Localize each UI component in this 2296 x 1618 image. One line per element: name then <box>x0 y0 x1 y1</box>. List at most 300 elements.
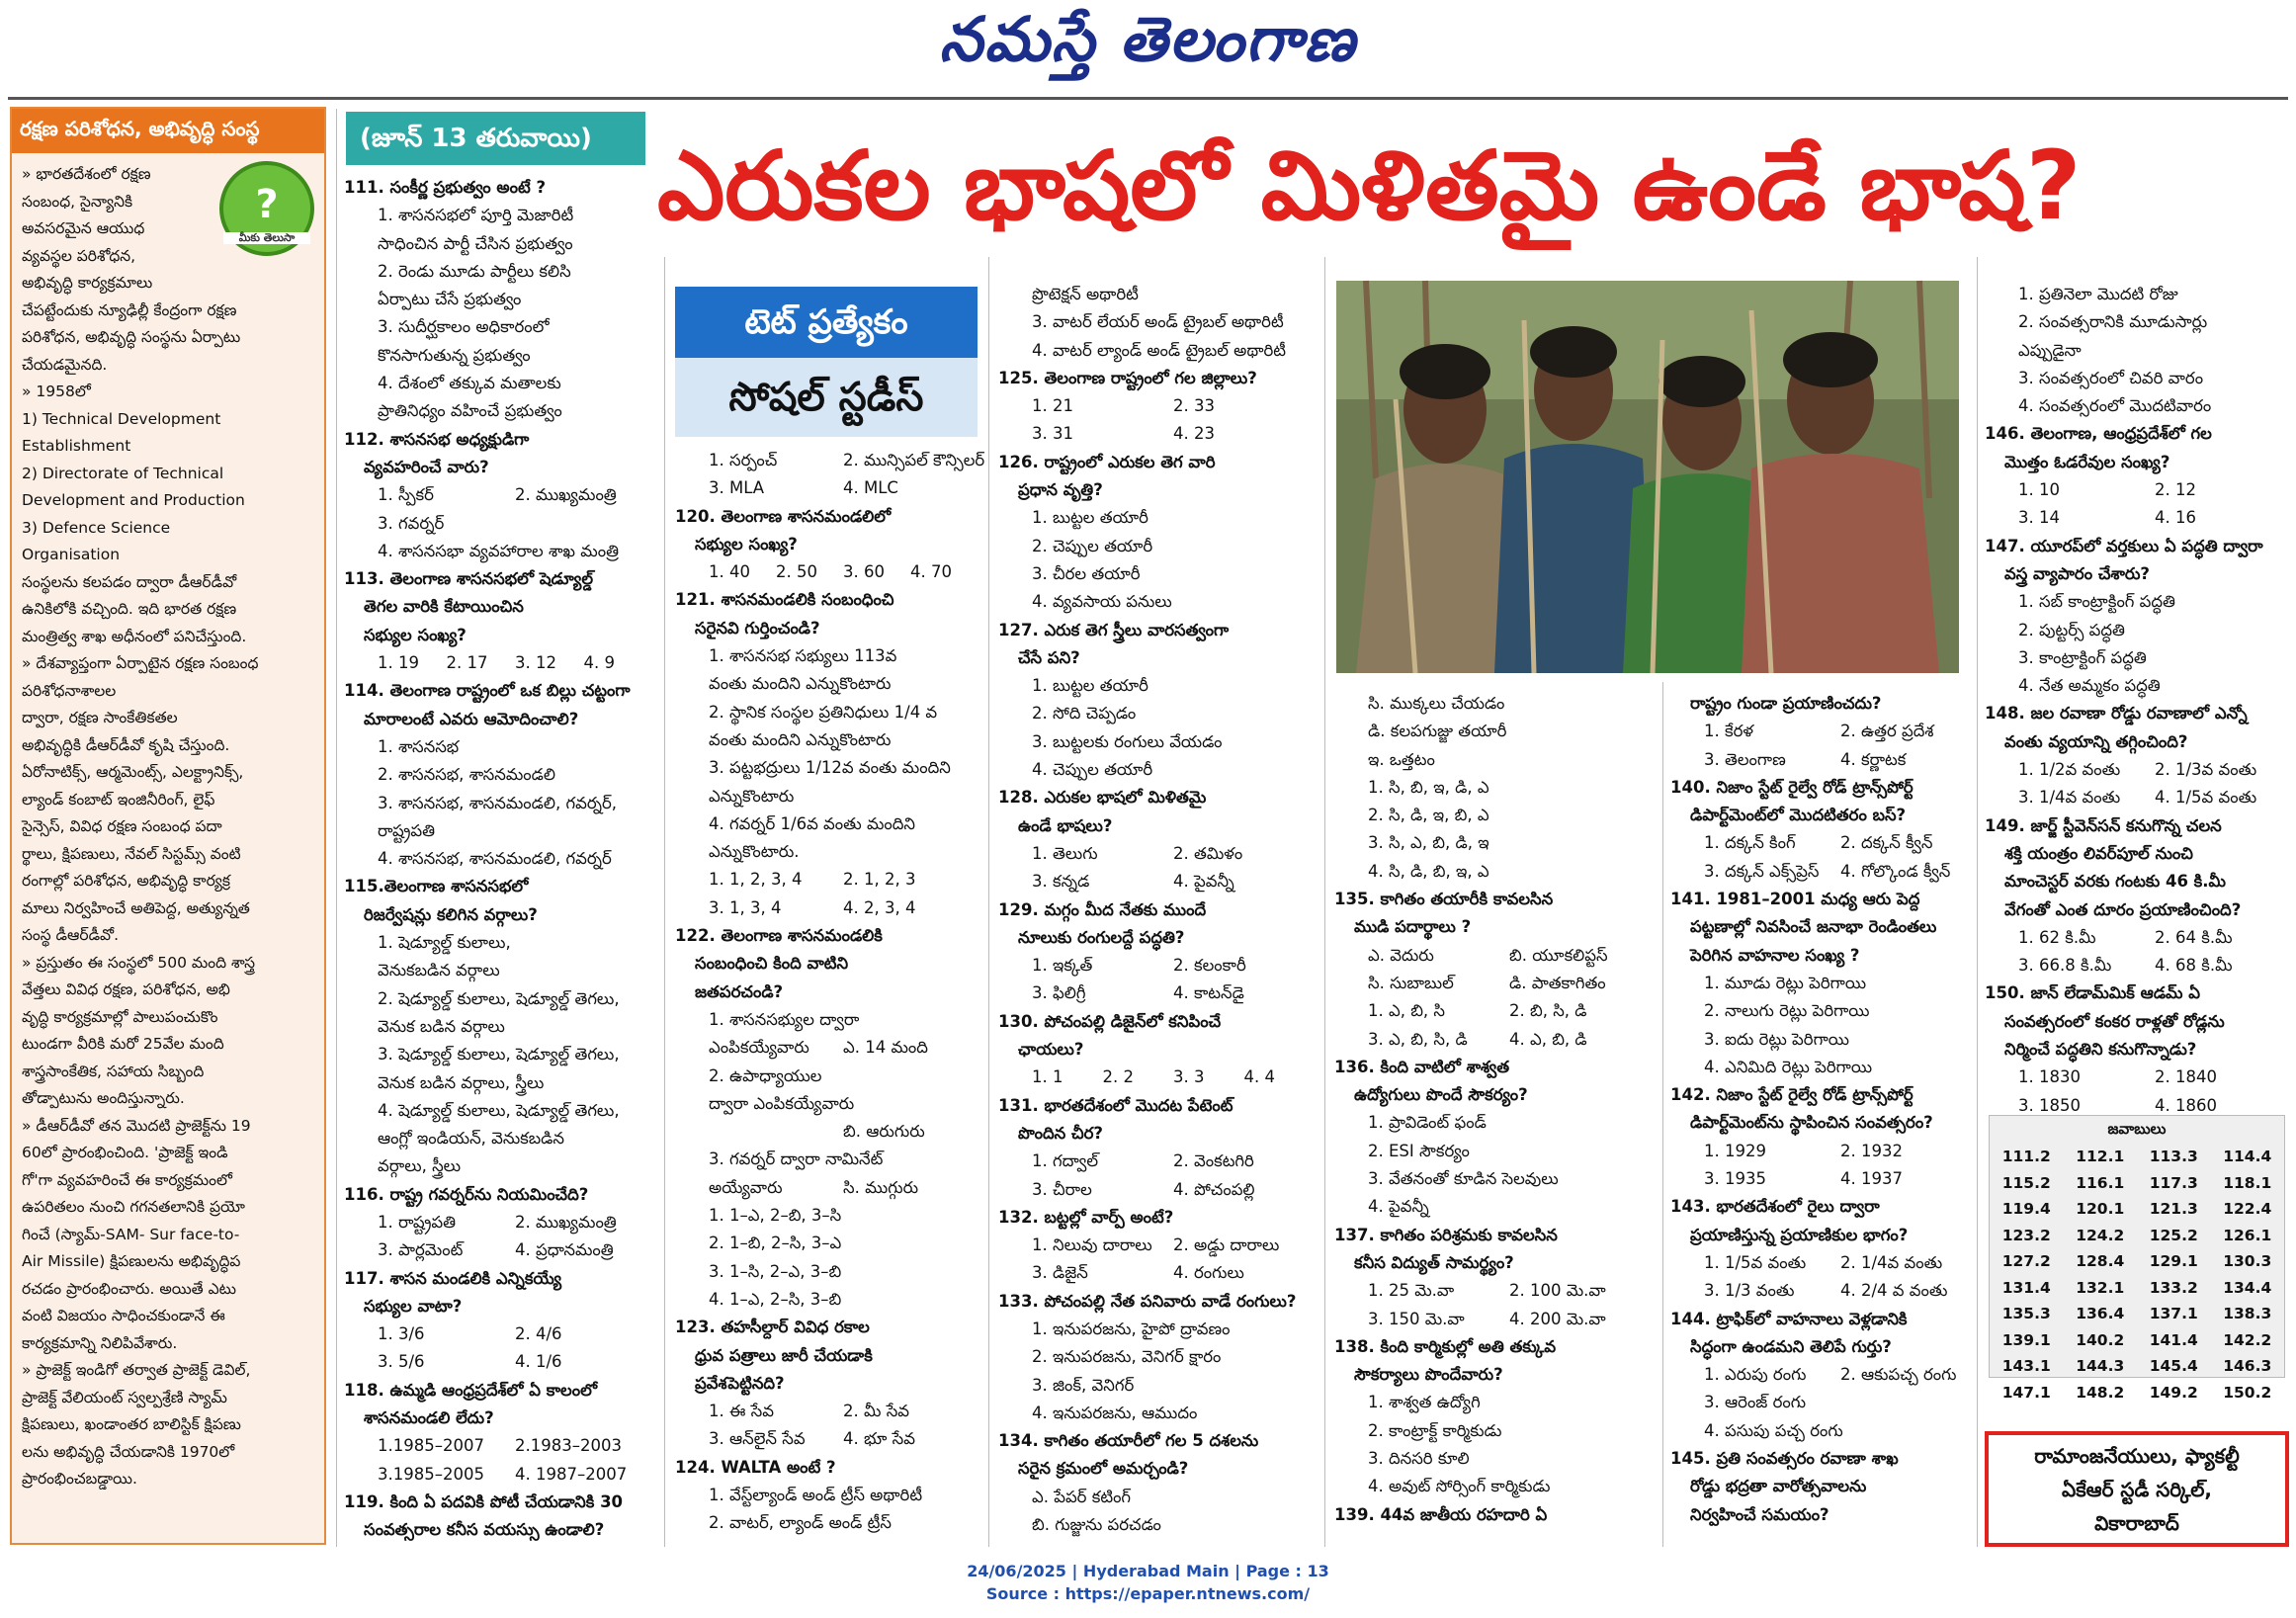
sidebar-line: ల్యాండ్ కంబాట్ ఇంజినీరింగ్, లైఫ్ <box>22 790 215 809</box>
option-item: 1. రాష్ట్రపతి <box>378 1212 457 1232</box>
option-line: 1. షెడ్యూల్డ్ కులాలు, <box>378 933 511 953</box>
option-item: 2. మున్సిపల్ కౌన్సిలర్ <box>843 451 985 469</box>
info-sidebar <box>10 107 326 1545</box>
answer-cell: 139.1 <box>2001 1330 2051 1349</box>
sidebar-line: 2) Directorate of Technical <box>22 464 224 482</box>
option-line: 3. పట్టభద్రులు 1/12వ వంతు మందిని <box>709 758 951 778</box>
continuation-tag: (జూన్ 13 తరువాయి) <box>346 112 645 165</box>
option-line: 3. చీరల తయారీ <box>1032 563 1141 583</box>
sidebar-line: ఉనికిలోకి వచ్చింది. ఇది భారత రక్షణ <box>22 600 237 618</box>
option-line: 1. సబ్ కాంట్రాక్టింగ్ పద్ధతి <box>2018 592 2175 612</box>
option-item: 2. అడ్డు దారాలు <box>1173 1235 1280 1255</box>
option-line: 1. సి, బి, ఇ, డి, ఎ <box>1368 777 1489 797</box>
question-line: 122. తెలంగాణ శాసనమండలికి <box>675 926 883 946</box>
option-line: 2. స్థానిక సంస్థల ప్రతినిధులు 1/4 వ <box>709 702 938 722</box>
questions-column-2 <box>675 447 985 1548</box>
sidebar-line: Development and Production <box>22 491 245 509</box>
option-line: 1. ప్రతినెలా మొదటి రోజు <box>2018 285 2178 303</box>
option-pair <box>675 894 978 922</box>
option-item: 4. 68 కి.మీ <box>2155 956 2233 976</box>
answer-cell: 150.2 <box>2223 1383 2272 1402</box>
option-pair <box>1334 997 1651 1025</box>
option-line: 2. వాటర్, ల్యాండ్ అండ్ ట్రీస్ <box>709 1513 892 1533</box>
option-item: 4. రంగులు <box>1173 1263 1244 1283</box>
option-line: 4. చెప్పుల తయారీ <box>1032 760 1153 780</box>
option-item: 2. 64 కి.మీ <box>2155 927 2233 947</box>
question-line: సౌకర్యాలు పొందేవారు? <box>1354 1365 1503 1385</box>
option-item: 4. 4 <box>1243 1067 1275 1087</box>
option-line: 4. పసుపు పచ్చ రంగు <box>1704 1420 1843 1440</box>
tet-title: టెట్ ప్రత్యేకం <box>675 287 978 358</box>
sidebar-line: క్షిపణులు, ఖండాంతర బాలిస్టిక్ క్షిపణు <box>22 1415 241 1433</box>
sidebar-line: Air Missile) క్షిపణులను అభివృద్ధిప <box>22 1252 241 1270</box>
sidebar-line: కార్యక్రమాన్ని నిలిపివేశారు. <box>22 1333 178 1352</box>
question-line: ప్రధాన వృత్తి? <box>1018 480 1103 500</box>
option-item: 1. 1 <box>1032 1067 1063 1087</box>
option-pair <box>998 392 1315 420</box>
option-line: 1. ఇనుపరజను, హైపో ద్రావణం <box>1032 1319 1231 1338</box>
option-item: 3. 3 <box>1173 1067 1205 1087</box>
answer-cell: 111.2 <box>2001 1148 2051 1166</box>
option-line: 1. బుట్టల తయారీ <box>1032 676 1148 696</box>
option-item: 4. ఎ, బి, డి <box>1509 1029 1587 1049</box>
sidebar-line: ఉపరితలం నుంచి గగనతలానికి ప్రయో <box>22 1198 245 1216</box>
question-line: ముడి పదార్థాలు ? <box>1354 917 1472 937</box>
answer-cell: 116.1 <box>2076 1173 2125 1192</box>
option-item: 1. 62 కి.మీ <box>2018 927 2096 947</box>
tet-special-box <box>675 287 978 437</box>
sidebar-title: రక్షణ పరిశోధన, అభివృద్ధి సంస్థ <box>12 109 324 153</box>
questions-column-3 <box>998 281 1315 1548</box>
option-line: 4. 1–ఎ, 2–సి, 3–బి <box>709 1289 842 1309</box>
option-pair <box>1985 756 2291 784</box>
option-item: 3. డిజైన్ <box>1032 1263 1088 1283</box>
sidebar-line: పరిశోధన, అభివృద్ధి సంస్థను ఏర్పాటు <box>22 328 241 346</box>
option-line: 2. శాసనసభ, శాసనమండలి <box>378 765 555 785</box>
option-pair <box>1985 1064 2291 1091</box>
option-item: 1. 10 <box>2018 480 2060 500</box>
question-line: 139. 44వ జాతీయ రహదారి ఏ <box>1334 1504 1548 1524</box>
author-line-3: వికారాబాద్ <box>2094 1511 2179 1535</box>
option-line: 1. బుట్టల తయారీ <box>1032 508 1148 528</box>
sidebar-line: వంటి విజయం సాధించకుండానే ఈ <box>22 1307 225 1324</box>
option-line: ఎ. పేపర్ కటింగ్ <box>1032 1487 1132 1506</box>
question-line: 117. శాసన మండలికి ఎన్నికయ్యే <box>344 1268 562 1288</box>
question-line: 114. తెలంగాణ రాష్ట్రంలో ఒక బిల్లు చట్టంగా <box>344 681 631 701</box>
option-line: 2. చెప్పుల తయారీ <box>1032 536 1153 555</box>
answer-cell: 142.2 <box>2223 1330 2272 1349</box>
question-line: చేసే పని? <box>1018 647 1080 667</box>
question-line: 147. యూరప్‌లో వర్తకులు ఏ పద్ధతి ద్వారా <box>1985 536 2263 555</box>
answer-cell: 147.1 <box>2001 1383 2051 1402</box>
badge-label: మీకు తెలుసా <box>223 232 310 244</box>
question-line: 145. ప్రతి సంవత్సరం రవాణా శాఖ <box>1670 1449 1899 1469</box>
question-line: మొత్తం ఓడరేవుల సంఖ్య? <box>2004 452 2170 471</box>
tet-subject: సోషల్ స్టడీస్ <box>675 358 978 437</box>
answer-row <box>1990 1275 2284 1302</box>
option-line: 4. శాసనసభ, శాసనమండలి, గవర్నర్ <box>378 849 612 869</box>
sidebar-line: ప్రారంభించబడ్డాయి. <box>22 1470 137 1488</box>
answer-cell: 131.4 <box>2001 1278 2051 1297</box>
question-line: 124. WALTA అంటే ? <box>675 1457 836 1477</box>
answer-cell: 149.2 <box>2149 1383 2198 1402</box>
badge-mark: ? <box>255 182 279 227</box>
option-item: 1. 21 <box>1032 396 1073 416</box>
option-item: 4. 1/6 <box>515 1352 562 1372</box>
sidebar-line: వేత్తలు వివిధ రక్షణ, పరిశోధన, అభి <box>22 980 230 998</box>
answer-cell: 124.2 <box>2076 1226 2125 1244</box>
sidebar-line: » ప్రస్తుతం ఈ సంస్థలో 500 మంది శాస్త్ర <box>22 953 256 972</box>
questions-column-1 <box>344 174 652 1548</box>
question-line: 134. కాగితం తయారీలో గల 5 దశలను <box>998 1431 1259 1451</box>
question-line: మాంచెస్టర్ వరకు గంటకు 46 కి.మీ <box>2004 872 2227 892</box>
sidebar-line: Establishment <box>22 437 131 455</box>
option-line: 2. నాలుగు రెట్లు పెరిగాయి <box>1704 1001 1870 1021</box>
option-line: 2. సంవత్సరానికి మూడుసార్లు <box>2018 312 2208 332</box>
option-line: 1. మూడు రెట్లు పెరిగాయి <box>1704 973 1867 992</box>
option-line: 3. 1–సి, 2–ఎ, 3–బి <box>709 1261 842 1281</box>
option-pair <box>998 979 1315 1007</box>
sidebar-line: » భారతదేశంలో రక్షణ <box>22 165 151 183</box>
question-line: 125. తెలంగాణ రాష్ట్రంలో గల జిల్లాలు? <box>998 368 1257 387</box>
question-line: 142. నిజాం స్టేట్ రైల్వే రోడ్ ట్రాన్స్‌పోర్ట్ <box>1670 1085 1913 1105</box>
option-item: 1. దక్కన్ కింగ్ <box>1704 833 1796 853</box>
sidebar-body <box>12 153 324 1501</box>
sidebar-line: 1) Technical Development <box>22 409 221 428</box>
question-line: సరైనవి గుర్తించండి? <box>695 618 820 638</box>
answer-row <box>1990 1144 2284 1170</box>
question-line: పట్టణాల్లో నివసించే జనాభా రెండింతలు <box>1690 917 1937 937</box>
option-line: వెనుక బడిన వర్గాలు, స్త్రీలు <box>378 1072 545 1092</box>
option-item: 2. 2 <box>1102 1067 1134 1087</box>
top-rule <box>8 97 2288 100</box>
option-line: 4. వ్యవసాయ పనులు <box>1032 592 1172 612</box>
option-line: ప్రొటెక్షన్ అథారిటీ <box>1032 285 1139 303</box>
question-line: మారాలంటే ఎవరు ఆమోదించాలి? <box>364 709 579 728</box>
question-line: 121. శాసనమండలికి సంబంధించి <box>675 590 894 610</box>
option-line: ఎన్నుకొంటారు <box>709 786 795 806</box>
option-item: 3. 66.8 కి.మీ <box>2018 956 2112 976</box>
option-item: 3. 150 మె.వా <box>1368 1309 1465 1328</box>
option-item: 2. ముఖ్యమంత్రి <box>515 485 617 505</box>
answer-key-title: జవాబులు <box>2107 1120 2167 1138</box>
sidebar-line: » 1958లో <box>22 383 91 400</box>
option-line: వంతు మందిని ఎన్నుకొంటారు <box>709 729 892 749</box>
option-item: 3. ఫిలిగ్రీ <box>1032 983 1086 1003</box>
option-line: 2. 1–బి, 2–సి, 3–ఎ <box>709 1234 842 1253</box>
question-line: 120. తెలంగాణ శాసనమండలిలో <box>675 506 892 526</box>
option-pair <box>1985 784 2291 811</box>
option-line: 4. సంవత్సరంలో మొదటివారం <box>2018 396 2212 416</box>
sidebar-line: మాలు నిర్వహించే అతిపెద్ద, అత్యున్నత <box>22 898 250 917</box>
option-pair <box>1670 858 1977 886</box>
sidebar-line: గించే (స్యామ్-SAM- Sur face-to- <box>22 1225 240 1243</box>
option-item: 4. పోచంపల్లి <box>1173 1179 1255 1199</box>
sidebar-line: ర్థాలు, క్షిపణులు, నేవల్ సిస్టమ్స్ వంటి <box>22 844 241 863</box>
option-line: డి. కలపగుజ్జు తయారీ <box>1368 722 1507 741</box>
option-line: బి. గుజ్జును పరచడం <box>1032 1515 1161 1535</box>
answer-cell: 118.1 <box>2223 1173 2272 1192</box>
question-line: 130. పోచంపల్లి డిజైన్‌లో కనిపించే <box>998 1011 1222 1031</box>
column-divider <box>1662 682 1663 1547</box>
sidebar-line: సంస్థ డీఆర్‌డీవో. <box>22 926 120 944</box>
option-item: 4. ప్రధానమంత్రి <box>515 1240 614 1260</box>
option-item: 4. గోల్కొండ క్వీన్ <box>1840 861 1951 881</box>
question-line: 112. శాసనసభ అధ్యక్షుడిగా <box>344 429 530 449</box>
questions-column-6 <box>1985 281 2291 1115</box>
option-line: 3. జింక్, వెనిగర్ <box>1032 1375 1135 1395</box>
option-line: 4. గవర్నర్ 1/6వ వంతు మందిని <box>709 813 916 833</box>
option-item: 1. ఇక్కత్ <box>1032 956 1093 976</box>
question-line: సంబంధించి కింది వాటిని <box>695 954 849 974</box>
option-item: 1. నిలువు దారాలు <box>1032 1235 1152 1255</box>
question-line: పెరిగిన వాహనాల సంఖ్య ? <box>1690 945 1860 965</box>
option-line: 4. ఎనిమిది రెట్లు పెరిగాయి <box>1704 1057 1873 1076</box>
option-pair <box>1334 1277 1651 1305</box>
column-divider <box>988 257 989 1547</box>
option-line: 3. సి, ఎ, బి, డి, ఇ <box>1368 833 1489 853</box>
question-line: 127. ఎరుక తెగ స్త్రీలు వారసత్వంగా <box>998 620 1230 639</box>
option-pair <box>344 1236 652 1264</box>
option-line: వర్గాలు, స్త్రీలు <box>378 1156 462 1176</box>
option-item: 4. కర్ణాటక <box>1840 749 1907 769</box>
question-line: 146. తెలంగాణ, ఆంధ్రప్రదేశ్‌లో గల <box>1985 424 2212 444</box>
sidebar-line: ఏరోనాటిక్స్, ఆర్మమెంట్స్, ఎలక్ట్రానిక్స్, <box>22 763 244 781</box>
option-item: 3. 31 <box>1032 424 1073 444</box>
option-item: 2. 12 <box>2155 480 2196 500</box>
answer-cell: 125.2 <box>2149 1226 2198 1244</box>
tribal-women-photo <box>1336 281 1959 673</box>
option-line: 1. 1–ఎ, 2–బి, 3–సి <box>709 1206 842 1226</box>
question-line: 137. కాగితం పరిశ్రమకు కావలసిన <box>1334 1225 1558 1244</box>
option-item: 4. కాటన్‌డై <box>1173 983 1244 1003</box>
answer-cell: 120.1 <box>2076 1200 2125 1219</box>
answer-row <box>1990 1353 2284 1380</box>
option-item: 1. కేరళ <box>1704 722 1754 741</box>
option-row <box>998 1064 1315 1091</box>
answer-cell: 117.3 <box>2149 1173 2198 1192</box>
option-line: 3. సంవత్సరంలో చివరి వారం <box>2018 368 2204 387</box>
question-line: 140. నిజాం స్టేట్ రైల్వే రోడ్ ట్రాన్స్‌పోర్ట్ <box>1670 777 1913 797</box>
option-line: 2. రెండు మూడు పార్టీలు కలిసి <box>378 261 571 281</box>
author-line-2: ఏకేఆర్ స్టడీ సర్కిల్, <box>2061 1478 2213 1501</box>
answer-cell: 132.1 <box>2076 1278 2125 1297</box>
option-line: 1. శాసనసభ్యుల ద్వారా <box>709 1009 860 1029</box>
question-line: జతపరచండి? <box>695 981 784 1001</box>
option-item: ఎంపికయ్యేవారు <box>709 1038 809 1058</box>
option-line: 2. కాంట్రాక్ట్ కార్మికుడు <box>1368 1420 1502 1440</box>
question-line: సిద్ధంగా ఉండమని తెలిపే గుర్తు? <box>1690 1336 1892 1356</box>
option-line: 4. ఇనుపరజను, ఆముదం <box>1032 1403 1198 1422</box>
option-line: వెనుకబడిన వర్గాలు <box>378 961 500 980</box>
option-pair <box>1985 924 2291 952</box>
question-line: వేగంతో ఎంత దూరం ప్రయాణించింది? <box>2004 899 2242 919</box>
option-item: 4. 9 <box>583 653 615 673</box>
option-line: 2. ఉపాధ్యాయుల <box>709 1065 822 1085</box>
sidebar-line: గో'గా వ్యవహరించే ఈ కార్యక్రమంలో <box>22 1170 232 1189</box>
option-item: 1. స్పీకర్ <box>378 485 434 505</box>
option-item: 2. ముఖ్యమంత్రి <box>515 1212 617 1232</box>
sidebar-line: చేయడమైనది. <box>22 355 108 374</box>
option-pair <box>998 420 1315 448</box>
answer-cell: 122.4 <box>2223 1200 2272 1219</box>
question-line: 129. మగ్గం మీద నేతకు ముందే <box>998 899 1207 919</box>
option-line: ఇ. ఒత్తటం <box>1368 749 1435 769</box>
question-line: వస్త్ర వ్యాపారం చేశారు? <box>2004 563 2150 583</box>
questions-column-4 <box>1334 690 1651 1548</box>
question-line: సభ్యుల సంఖ్య? <box>695 534 798 554</box>
option-line: 3. వేతనంతో కూడిన సెలవులు <box>1368 1169 1559 1189</box>
question-line: 128. ఎరుకల భాషలో మిళితమై <box>998 788 1207 808</box>
option-pair <box>1670 1249 1977 1277</box>
answer-cell: 115.2 <box>2001 1173 2051 1192</box>
option-pair <box>1985 952 2291 979</box>
headline: ఎరుకల భాషలో మిళితమై ఉండే భాష? <box>657 130 2082 241</box>
option-line: 3. షెడ్యూల్డ్ కులాలు, షెడ్యూల్డ్ తెగలు, <box>378 1045 620 1064</box>
option-item: 3. 1, 3, 4 <box>709 897 782 917</box>
option-pair <box>344 481 652 509</box>
newspaper-logo: నమస్తే తెలంగాణ <box>939 3 1357 75</box>
sidebar-line: వ్యవస్థల పరిశోధన, <box>22 246 136 265</box>
answer-row <box>1990 1223 2284 1249</box>
option-item: 1. 1/5వ వంతు <box>1704 1252 1807 1272</box>
question-line: ఛాయలు? <box>1018 1040 1084 1060</box>
option-pair <box>675 447 985 474</box>
option-item: 2. వెంకటగిరి <box>1173 1151 1254 1171</box>
option-pair <box>1670 1277 1977 1305</box>
option-pair <box>675 866 978 894</box>
option-item: 2. 1/3వ వంతు <box>2155 760 2257 780</box>
option-pair <box>998 868 1315 895</box>
option-item: 4. 2, 3, 4 <box>843 897 916 917</box>
option-item: ఎ. 14 మంది <box>843 1038 928 1058</box>
option-item: 4. 2/4 వ వంతు <box>1840 1281 1948 1301</box>
option-item: 1. 1/2వ వంతు <box>2018 760 2121 780</box>
question-line: 138. కింది కార్మికుల్లో అతి తక్కువ <box>1334 1336 1557 1356</box>
option-item: 3. 60 <box>843 562 885 582</box>
questions-column-5 <box>1670 690 1977 1548</box>
option-line: వంతు మందిని ఎన్నుకొంటారు <box>709 674 892 694</box>
option-item: 2. 1840 <box>2155 1067 2217 1087</box>
option-item: 3. 12 <box>515 653 556 673</box>
question-badge-icon <box>219 161 314 256</box>
option-item: 4. 1987–2007 <box>515 1464 628 1484</box>
column-divider <box>1324 257 1325 1547</box>
question-line: వంతు వ్యయాన్ని తగ్గించింది? <box>2004 731 2188 751</box>
question-line: రాష్ట్రం గుండా ప్రయాణించదు? <box>1690 694 1882 713</box>
answer-cell: 140.2 <box>2076 1330 2125 1349</box>
option-line: 4. సి, డి, బి, ఇ, ఎ <box>1368 861 1489 881</box>
option-item: 3. ఎ, బి, సి, డి <box>1368 1029 1468 1049</box>
sidebar-line: సంబంధ, సైన్యానికి <box>22 192 133 211</box>
option-pair <box>1985 476 2291 504</box>
option-item: సి. సుబాబుల్ <box>1368 973 1454 992</box>
option-pair <box>1670 829 1977 857</box>
option-pair <box>675 1425 978 1453</box>
option-line: 1. శాసనసభ సభ్యులు 113వ <box>709 646 897 666</box>
option-item: 2. 50 <box>776 562 817 582</box>
sidebar-line: లను అభివృద్ధి చేయడానికి 1970లో <box>22 1442 235 1461</box>
option-line: 4. నేత అమ్మకం పద్ధతి <box>2018 676 2161 696</box>
option-line: ఎప్పుడైనా <box>2018 340 2082 360</box>
footer-dateline: 24/06/2025 | Hyderabad Main | Page : 13 <box>967 1562 1329 1580</box>
question-line: సంవత్సరంలో కంకర రాళ్లతో రోడ్లను <box>2004 1011 2225 1031</box>
option-item: 2. కలంకారీ <box>1173 956 1246 976</box>
question-line: 136. కింది వాటిలో శాశ్వత <box>1334 1057 1510 1076</box>
sidebar-line: » ప్రాజెక్ట్ ఇండిగో తర్వాత ప్రాజెక్ట్ డెవిల్, <box>22 1361 251 1379</box>
option-item: బి. యూకలిప్టస్ <box>1509 945 1608 965</box>
question-line: ప్రయాణిస్తున్న ప్రయాణికుల భాగం? <box>1690 1225 1909 1244</box>
answer-row <box>1990 1301 2284 1327</box>
option-pair <box>998 1148 1315 1175</box>
sidebar-line: » డీఆర్‌డీవో తన మొదటి ప్రాజెక్ట్‌ను 19 <box>22 1116 251 1135</box>
sidebar-line: పరిశోధనాశాలల <box>22 681 117 700</box>
option-item: 1. తెలుగు <box>1032 843 1098 863</box>
column-divider <box>1977 257 1978 1547</box>
option-item: 1. 1, 2, 3, 4 <box>709 870 803 890</box>
question-line: వ్యవహరించే వారు? <box>364 457 489 476</box>
question-line: 132. బట్టల్లో వార్ప్ అంటే? <box>998 1207 1174 1227</box>
question-line: 143. భారతదేశంలో రైలు ద్వారా <box>1670 1197 1880 1217</box>
answer-table <box>1990 1144 2284 1405</box>
option-item: 2. 100 మె.వా <box>1509 1281 1606 1301</box>
option-pair <box>1985 504 2291 532</box>
option-line: 3. కాంట్రాక్టింగ్ పద్ధతి <box>2018 647 2147 667</box>
option-item: 3. చీరాల <box>1032 1179 1092 1199</box>
question-line: 144. ట్రాఫిక్‌లో వాహనాలు వెళ్లడానికి <box>1670 1309 1908 1328</box>
option-line: 1. శాసనసభలో పూర్తి మెజారిటీ <box>378 206 574 225</box>
option-item: 2. ఉత్తర ప్రదేశ <box>1840 722 1934 741</box>
option-item: 4. 23 <box>1173 424 1215 444</box>
answer-row <box>1990 1196 2284 1223</box>
question-line: ఉద్యోగులు పొందే సౌకర్యం? <box>1354 1085 1528 1105</box>
option-line: 1. శాసనసభ <box>378 736 460 756</box>
option-pair <box>675 1174 978 1202</box>
question-line: రోడ్డు భద్రతా వారోత్సవాలను <box>1690 1477 1867 1496</box>
sidebar-line: వృద్ధి కార్యక్రమాల్లో పాలుపంచుకొం <box>22 1007 218 1026</box>
option-pair <box>1670 1165 1977 1193</box>
option-line: 3. వాటర్ లేయర్ అండ్ ట్రైబల్ అథారిటీ <box>1032 312 1284 332</box>
option-item: 3. 1850 <box>2018 1095 2081 1115</box>
answer-cell: 143.1 <box>2001 1357 2051 1376</box>
sidebar-line: ప్రాజెక్ట్ వేలియంట్ స్వల్పశ్రేణి స్యామ్ <box>22 1388 227 1406</box>
question-line: 111. సంకీర్ణ ప్రభుత్వం అంటే ? <box>344 178 547 197</box>
author-line-1: రామాంజనేయులు, ఫ్యాకల్టీ <box>2034 1444 2240 1468</box>
option-item <box>709 1118 843 1146</box>
option-line: 3. ఆరెంజ్ రంగు <box>1704 1393 1807 1412</box>
question-line: సంవత్సరాల కనీస వయస్సు ఉండాలి? <box>364 1520 605 1540</box>
answer-cell: 136.4 <box>2076 1305 2125 1323</box>
sidebar-line: » దేశవ్యాప్తంగా ఏర్పాటైన రక్షణ సంబంధ <box>22 654 259 672</box>
answer-cell: 133.2 <box>2149 1278 2198 1297</box>
option-row <box>344 649 652 677</box>
question-line: తెగల వారికి కేటాయించిన <box>364 597 524 617</box>
option-line: ప్రాతినిధ్యం వహించే ప్రభుత్వం <box>378 401 562 421</box>
option-item: 3. పార్లమెంట్ <box>378 1240 464 1260</box>
option-line: సి. ముక్కలు చేయడం <box>1368 694 1505 713</box>
sidebar-line: సంస్థలను కలపడం ద్వారా డీఆర్‌డీవో <box>22 572 237 591</box>
option-line: 1. వేస్ట్‌ల్యాండ్ అండ్ ట్రీస్ అథారిటీ <box>709 1485 923 1504</box>
option-pair <box>1670 1138 1977 1165</box>
question-line: 126. రాష్ట్రంలో ఎరుకల తెగ వారి <box>998 452 1216 471</box>
question-line: 119. కింది ఏ పదవికి పోటీ చేయడానికి 30 <box>344 1491 624 1511</box>
question-line: 141. 1981–2001 మధ్య ఆరు పెద్ద <box>1670 890 1920 909</box>
question-line: 123. తహసీల్దార్ వివిధ రకాల <box>675 1318 870 1337</box>
option-pair <box>344 1320 652 1348</box>
option-pair <box>675 1034 978 1062</box>
answer-cell: 146.3 <box>2223 1357 2272 1376</box>
option-item: 1. 1830 <box>2018 1067 2081 1087</box>
